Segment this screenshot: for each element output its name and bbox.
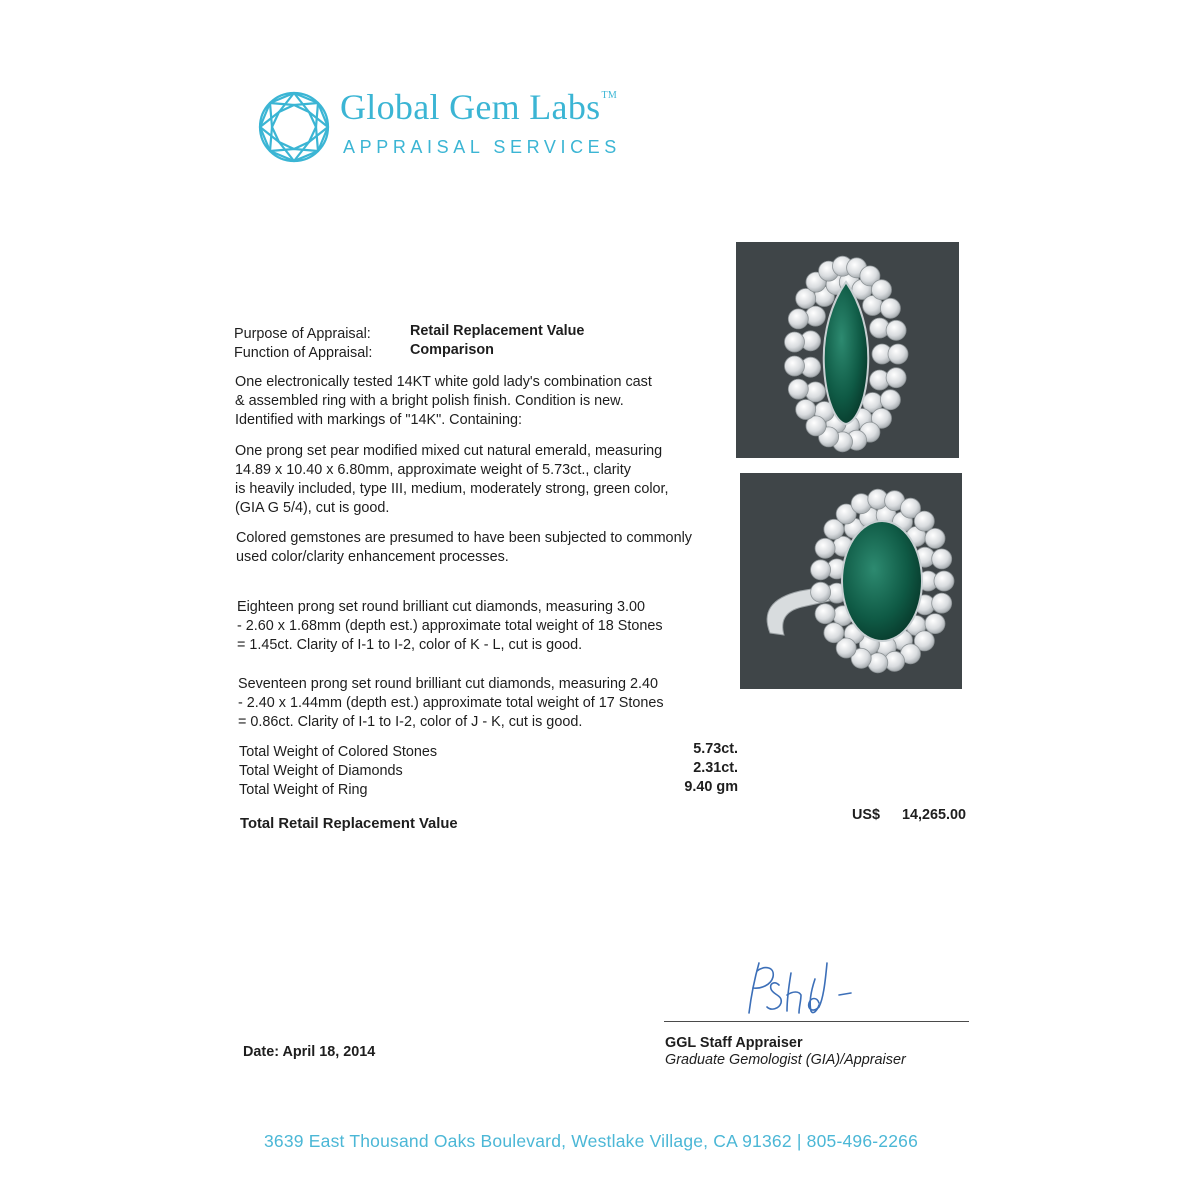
diamond-stone xyxy=(932,593,952,613)
diamond-stone xyxy=(785,356,805,376)
text-line: (GIA G 5/4), cut is good. xyxy=(235,500,390,516)
ring-description xyxy=(235,373,652,430)
purpose-label: Purpose of Appraisal: xyxy=(234,326,371,342)
text-line: One prong set pear modified mixed cut natural emerald, measuring xyxy=(235,443,663,459)
total-label: Total Weight of Ring xyxy=(239,782,368,798)
diamond-stone xyxy=(824,623,844,643)
text-line: One electronically tested 14KT white gold lady's combination cast xyxy=(235,374,652,390)
text-line: used color/clarity enhancement processes. xyxy=(236,549,509,565)
total-value: 2.31ct. xyxy=(693,760,738,776)
text-line: Eighteen prong set round brilliant cut diamonds, measuring 3.00 xyxy=(237,599,645,615)
diamond-stone xyxy=(880,390,900,410)
text-line: Identified with markings of "14K". Containing: xyxy=(235,412,522,428)
gem-logo-icon xyxy=(257,90,331,164)
diamond-stone xyxy=(914,511,934,531)
diamond-stone xyxy=(872,280,892,300)
appraisal-date: Date: April 18, 2014 xyxy=(243,1044,376,1060)
text-line: - 2.40 x 1.44mm (depth est.) approximate total weight of 17 Stones xyxy=(238,695,664,711)
diamond-stone xyxy=(886,320,906,340)
diamond-stone xyxy=(925,614,945,634)
ring-photo-top xyxy=(736,242,959,458)
purpose-value: Retail Replacement Value xyxy=(410,323,585,339)
diamond-stone xyxy=(888,344,908,364)
totals-labels xyxy=(239,743,437,800)
totals-values xyxy=(640,740,738,797)
brand-tagline: APPRAISAL SERVICES xyxy=(343,137,621,157)
total-label: Total Weight of Diamonds xyxy=(239,763,403,779)
brand-name: Global Gem Labs™ xyxy=(340,87,618,127)
diamond-stone xyxy=(811,582,831,602)
diamond-stone xyxy=(925,528,945,548)
diamond-stone xyxy=(880,298,900,318)
emerald-ring-side-icon xyxy=(740,473,962,689)
total-value: 5.73ct. xyxy=(693,741,738,757)
text-line: - 2.60 x 1.68mm (depth est.) approximate total weight of 18 Stones xyxy=(237,618,663,634)
diamond-stone xyxy=(932,549,952,569)
appraiser-credentials: Graduate Gemologist (GIA)/Appraiser xyxy=(665,1052,906,1068)
diamond-stone xyxy=(788,379,808,399)
function-label: Function of Appraisal: xyxy=(234,345,373,361)
total-label: Total Weight of Colored Stones xyxy=(239,744,438,760)
total-value: 9.40 gm xyxy=(684,779,738,795)
trademark: TM xyxy=(601,90,618,101)
signature-line xyxy=(664,1021,969,1022)
currency-label: US$ xyxy=(852,807,880,823)
text-line: Colored gemstones are presumed to have been subjected to commonly xyxy=(236,530,692,546)
text-line: Seventeen prong set round brilliant cut diamonds, measuring 2.40 xyxy=(238,676,658,692)
text-line: = 0.86ct. Clarity of I-1 to I-2, color of J - K, cut is good. xyxy=(238,714,583,730)
diamond-stone xyxy=(934,571,954,591)
text-line: is heavily included, type III, medium, moderately strong, green color, xyxy=(235,481,669,497)
treatment-disclosure xyxy=(236,529,692,567)
diamond-stone xyxy=(805,306,825,326)
emerald-description xyxy=(235,442,669,518)
diamond-stone xyxy=(815,538,835,558)
text-line: = 1.45ct. Clarity of I-1 to I-2, color of K - L, cut is good. xyxy=(237,637,583,653)
diamond-stone xyxy=(785,332,805,352)
replacement-value: 14,265.00 xyxy=(901,807,966,823)
diamond-stone xyxy=(805,382,825,402)
diamonds-17-description xyxy=(238,675,664,732)
text-line: 14.89 x 10.40 x 6.80mm, approximate weight of 5.73ct., clarity xyxy=(235,462,631,478)
emerald-ring-front-icon xyxy=(736,242,959,458)
appraiser-title: GGL Staff Appraiser xyxy=(665,1035,803,1051)
text-line: & assembled ring with a bright polish finish. Condition is new. xyxy=(235,393,624,409)
diamond-stone xyxy=(811,560,831,580)
diamond-stone xyxy=(796,400,816,420)
footer-address: 3639 East Thousand Oaks Boulevard, Westlake Village, CA 91362 | 805-496-2266 xyxy=(263,1131,919,1151)
ring-photo-bottom xyxy=(740,473,962,689)
appraiser-signature xyxy=(735,955,865,1021)
diamond-stone xyxy=(815,604,835,624)
diamond-stone xyxy=(886,368,906,388)
diamond-stone xyxy=(788,309,808,329)
replacement-value-label: Total Retail Replacement Value xyxy=(240,816,458,832)
diamonds-18-description xyxy=(237,598,663,655)
function-value: Comparison xyxy=(410,342,494,358)
